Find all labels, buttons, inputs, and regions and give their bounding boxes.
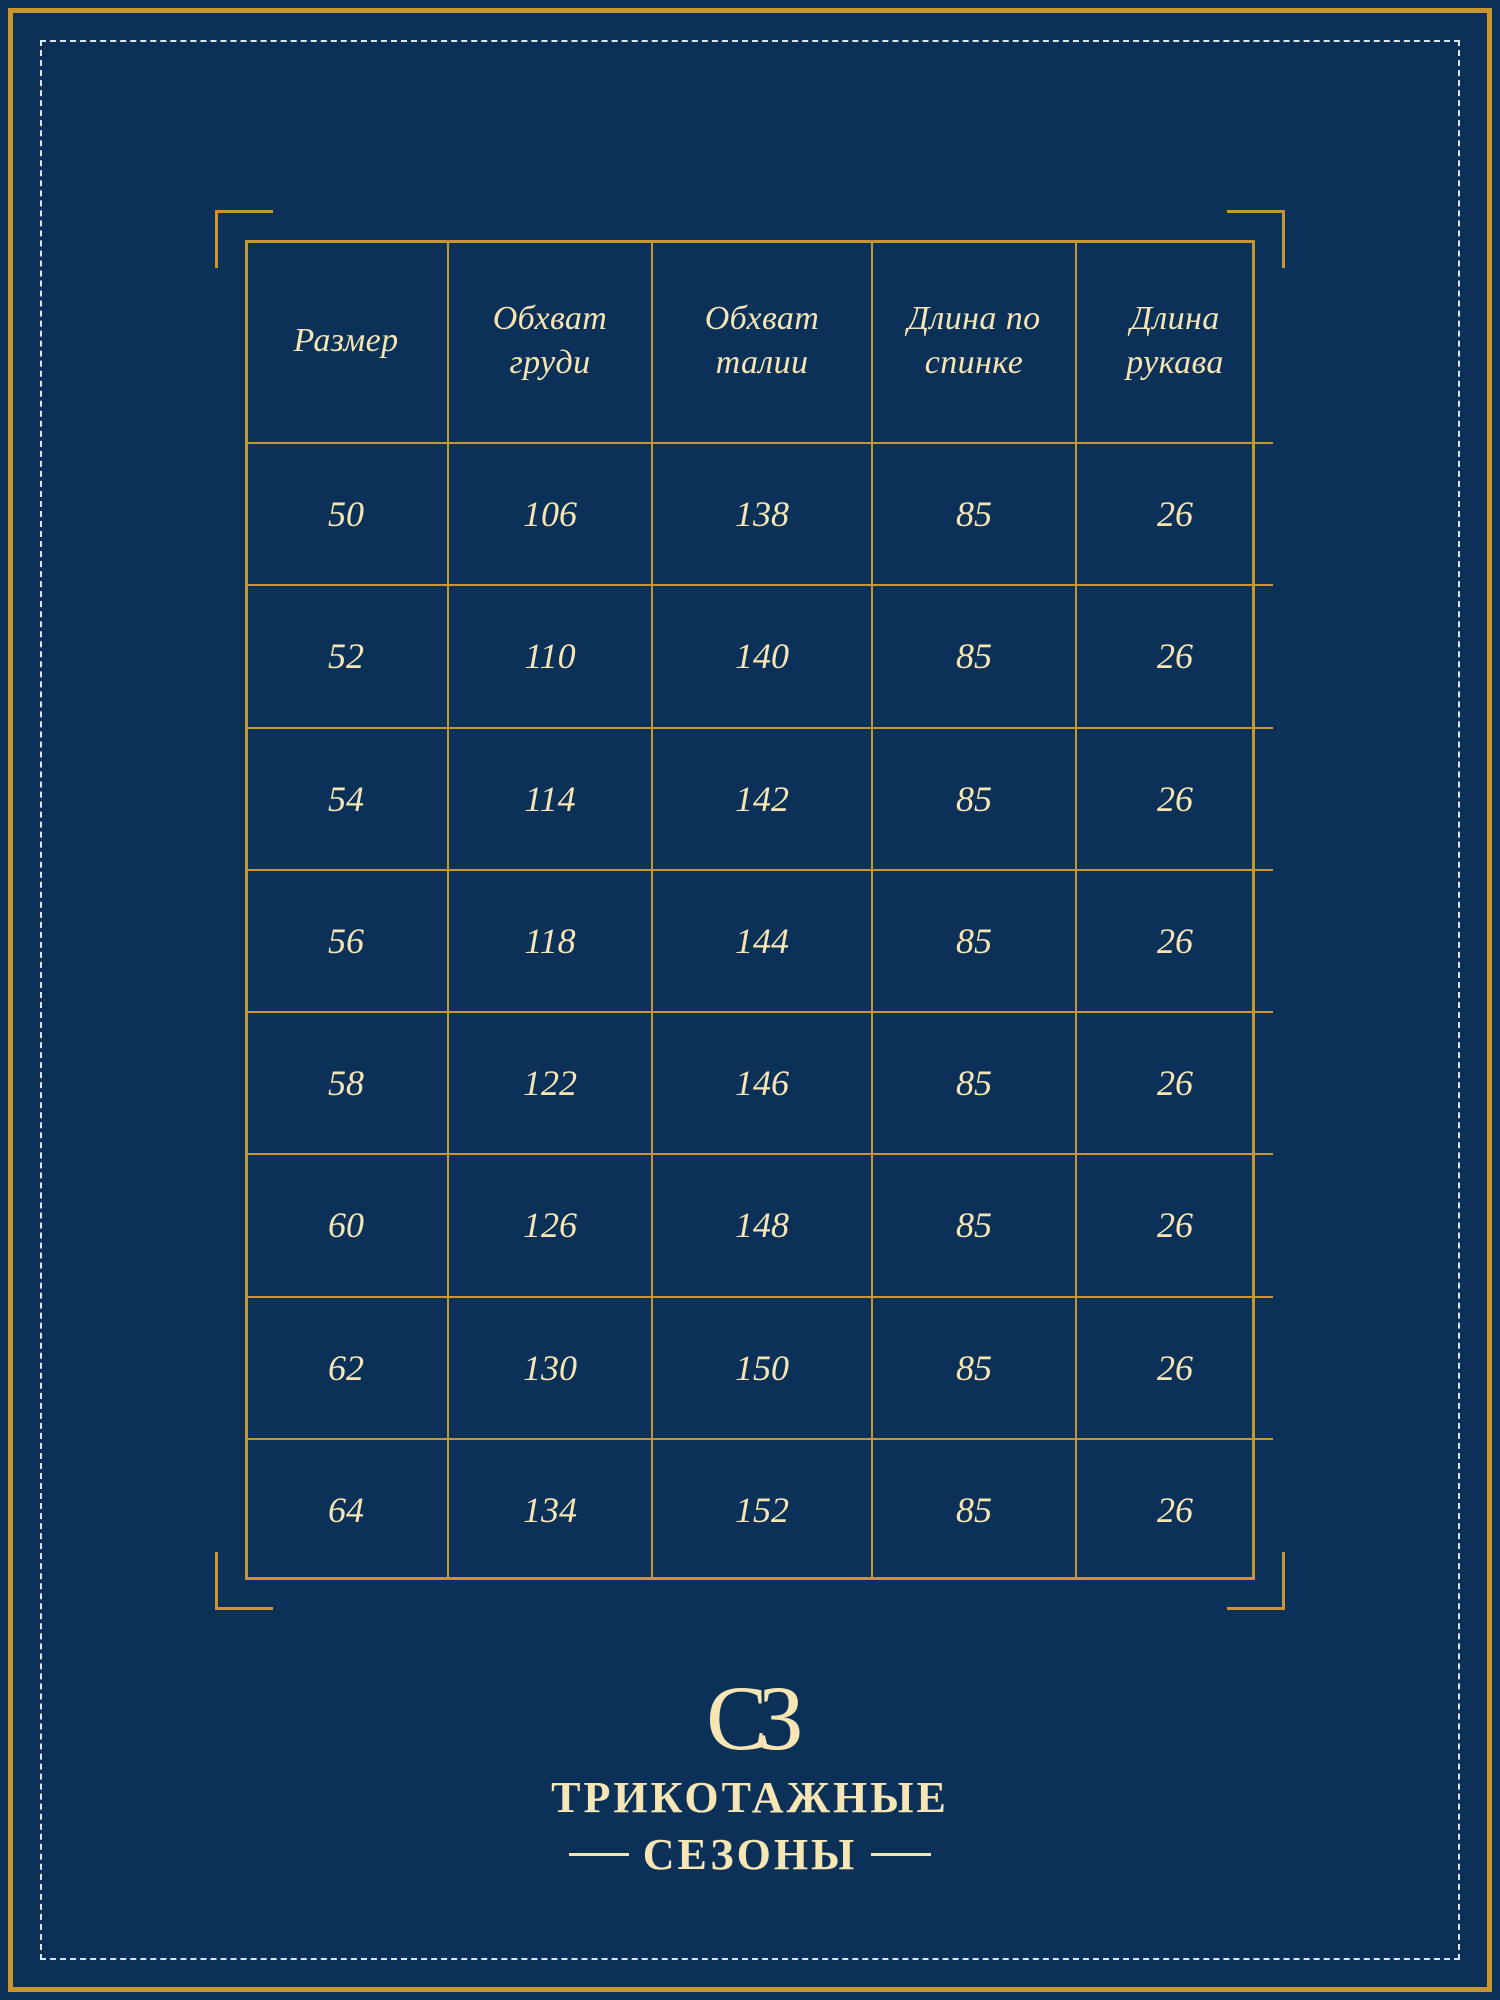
cell-size: 58 (245, 1012, 448, 1154)
frame-mask-right (1279, 268, 1287, 1552)
cell-waist: 146 (652, 1012, 872, 1154)
monogram-icon: СЗ (706, 1667, 794, 1769)
cell-size: 60 (245, 1154, 448, 1296)
table-row (245, 585, 1273, 727)
size-chart-container (215, 210, 1285, 1610)
cell-sleeve: 26 (1076, 870, 1273, 1012)
cell-waist: 140 (652, 585, 872, 727)
table-row (245, 1154, 1273, 1296)
frame-mask-bottom (273, 1604, 1227, 1612)
cell-chest: 122 (448, 1012, 652, 1154)
cell-waist: 148 (652, 1154, 872, 1296)
cell-size: 64 (245, 1439, 448, 1580)
cell-size: 50 (245, 443, 448, 585)
table-row (245, 870, 1273, 1012)
cell-size: 56 (245, 870, 448, 1012)
cell-chest: 106 (448, 443, 652, 585)
cell-sleeve: 26 (1076, 585, 1273, 727)
cell-size: 52 (245, 585, 448, 727)
cell-chest: 118 (448, 870, 652, 1012)
size-table (245, 240, 1273, 1580)
cell-sleeve: 26 (1076, 1154, 1273, 1296)
logo-rule-right (871, 1853, 931, 1856)
cell-sleeve: 26 (1076, 1439, 1273, 1580)
cell-size: 62 (245, 1297, 448, 1439)
cell-sleeve: 26 (1076, 1012, 1273, 1154)
cell-back-length: 85 (872, 443, 1076, 585)
cell-chest: 134 (448, 1439, 652, 1580)
table-row (245, 728, 1273, 870)
cell-waist: 142 (652, 728, 872, 870)
cell-chest: 126 (448, 1154, 652, 1296)
table-row (245, 1297, 1273, 1439)
cell-back-length: 85 (872, 585, 1076, 727)
cell-sleeve: 26 (1076, 1297, 1273, 1439)
cell-back-length: 85 (872, 1154, 1076, 1296)
column-header-size: Размер (245, 240, 448, 443)
frame-mask-top (273, 208, 1227, 216)
table-header (245, 240, 1273, 443)
table-row (245, 443, 1273, 585)
logo-rule-left (569, 1853, 629, 1856)
cell-chest: 110 (448, 585, 652, 727)
column-header-waist: Обхват талии (652, 240, 872, 443)
cell-chest: 130 (448, 1297, 652, 1439)
cell-back-length: 85 (872, 1297, 1076, 1439)
table-row (245, 1012, 1273, 1154)
cell-back-length: 85 (872, 1012, 1076, 1154)
column-header-chest: Обхват груди (448, 240, 652, 443)
cell-waist: 144 (652, 870, 872, 1012)
cell-back-length: 85 (872, 870, 1076, 1012)
column-header-back-length: Длина по спинке (872, 240, 1076, 443)
cell-size: 54 (245, 728, 448, 870)
brand-name-line2-wrap (0, 1829, 1500, 1880)
column-header-sleeve: Длина рукава (1076, 240, 1273, 443)
cell-waist: 150 (652, 1297, 872, 1439)
cell-waist: 138 (652, 443, 872, 585)
cell-sleeve: 26 (1076, 443, 1273, 585)
cell-back-length: 85 (872, 728, 1076, 870)
frame-mask-left (213, 268, 221, 1552)
cell-waist: 152 (652, 1439, 872, 1580)
cell-chest: 114 (448, 728, 652, 870)
brand-name-line2: СЕЗОНЫ (642, 1830, 858, 1879)
table-header-row (245, 240, 1273, 443)
brand-name-line1: ТРИКОТАЖНЫЕ (551, 1773, 949, 1822)
brand-logo (0, 1667, 1500, 1880)
table-row (245, 1439, 1273, 1580)
table-body (245, 443, 1273, 1580)
cell-back-length: 85 (872, 1439, 1076, 1580)
cell-sleeve: 26 (1076, 728, 1273, 870)
